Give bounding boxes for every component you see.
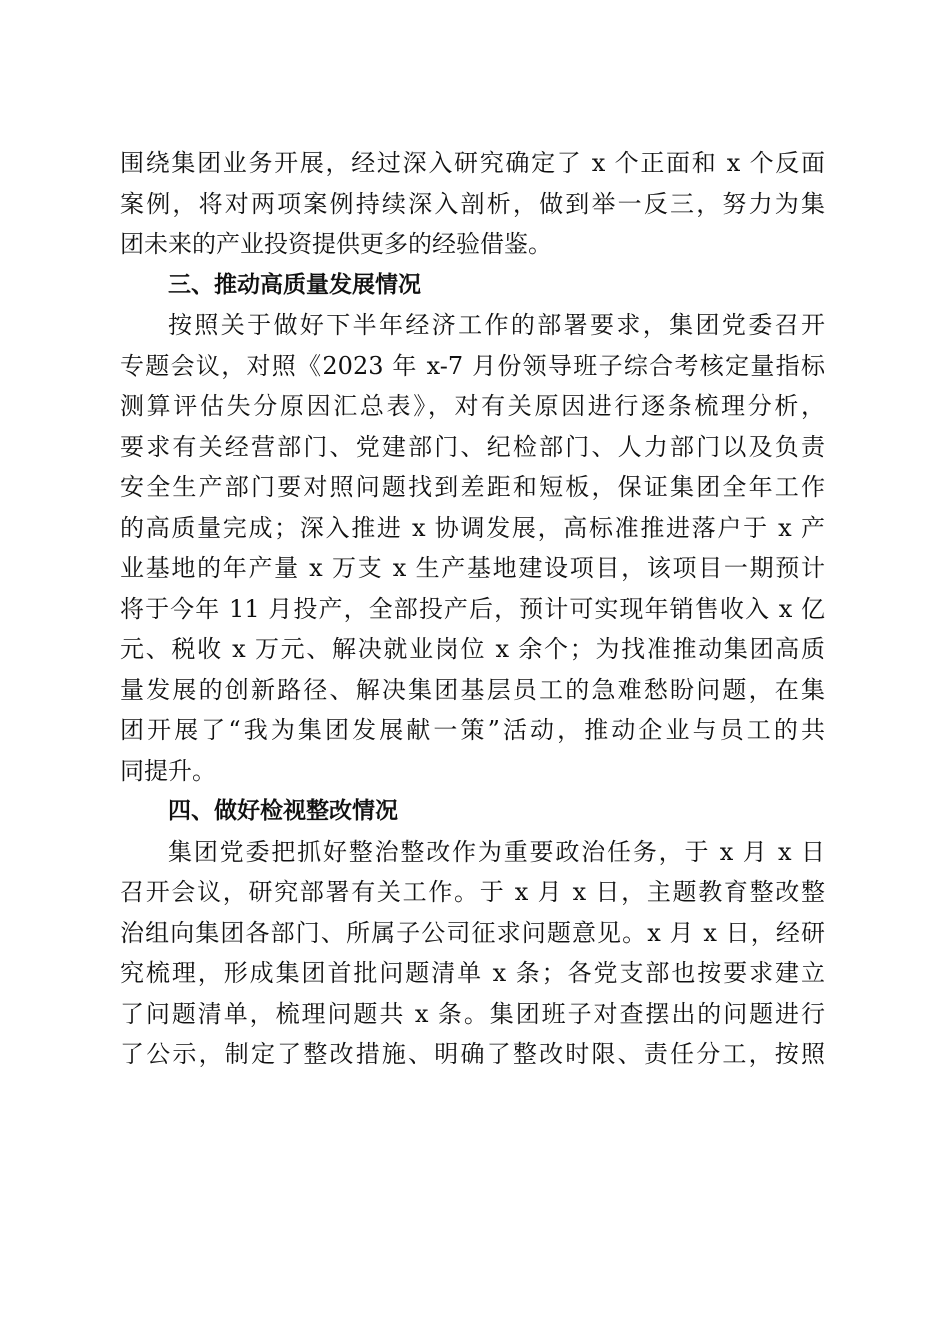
paragraph-line: 同提升。 [120, 756, 216, 785]
section-3-heading: 三、推动高质量发展情况 [168, 271, 421, 298]
paragraph-line: 召开会议，研究部署有关工作。于 x 月 x 日，主题教育整改整 [120, 878, 825, 906]
paragraph-line: 专题会议，对照《2023 年 x-7 月份领导班子综合考核定量指标 [120, 351, 825, 380]
paragraph-line: 究梳理，形成集团首批问题清单 x 条；各党支部也按要求建立 [120, 959, 825, 987]
paragraph-line: 案例，将对两项案例持续深入剖析，做到举一反三，努力为集 [120, 189, 825, 218]
paragraph-line: 元、税收 x 万元、解决就业岗位 x 余个；为找准推动集团高质 [120, 635, 825, 663]
paragraph-line: 治组向集团各部门、所属子公司征求问题意见。x 月 x 日，经研 [120, 918, 825, 947]
paragraph-line: 围绕集团业务开展，经过深入研究确定了 x 个正面和 x 个反面 [120, 149, 825, 177]
paragraph-line: 业基地的年产量 x 万支 x 生产基地建设项目，该项目一期预计 [120, 554, 825, 582]
paragraph-line: 集团党委把抓好整治整改作为重要政治任务，于 x 月 x 日 [168, 837, 825, 866]
document-body [120, 143, 825, 1075]
paragraph-line: 将于今年 11 月投产，全部投产后，预计可实现年销售收入 x 亿 [120, 594, 825, 623]
paragraph-line: 了公示，制定了整改措施、明确了整改时限、责任分工，按照 [120, 1040, 825, 1068]
paragraph-line: 测算评估失分原因汇总表》，对有关原因进行逐条梳理分析， [120, 392, 825, 420]
paragraph-line: 量发展的创新路径、解决集团基层员工的急难愁盼问题，在集 [120, 675, 825, 704]
paragraph-line: 团开展了“我为集团发展献一策”活动，推动企业与员工的共 [120, 716, 825, 744]
paragraph-line: 团未来的产业投资提供更多的经验借鉴。 [120, 230, 552, 258]
section-4-heading: 四、做好检视整改情况 [168, 798, 398, 824]
paragraph-line: 了问题清单，梳理问题共 x 条。集团班子对查摆出的问题进行 [120, 999, 825, 1028]
paragraph-line: 要求有关经营部门、党建部门、纪检部门、人力部门以及负责 [120, 432, 825, 461]
paragraph-line: 按照关于做好下半年经济工作的部署要求，集团党委召开 [168, 311, 825, 339]
paragraph-line: 安全生产部门要对照问题找到差距和短板，保证集团全年工作 [120, 473, 825, 501]
paragraph-line: 的高质量完成；深入推进 x 协调发展，高标准推进落户于 x 产 [120, 513, 825, 542]
